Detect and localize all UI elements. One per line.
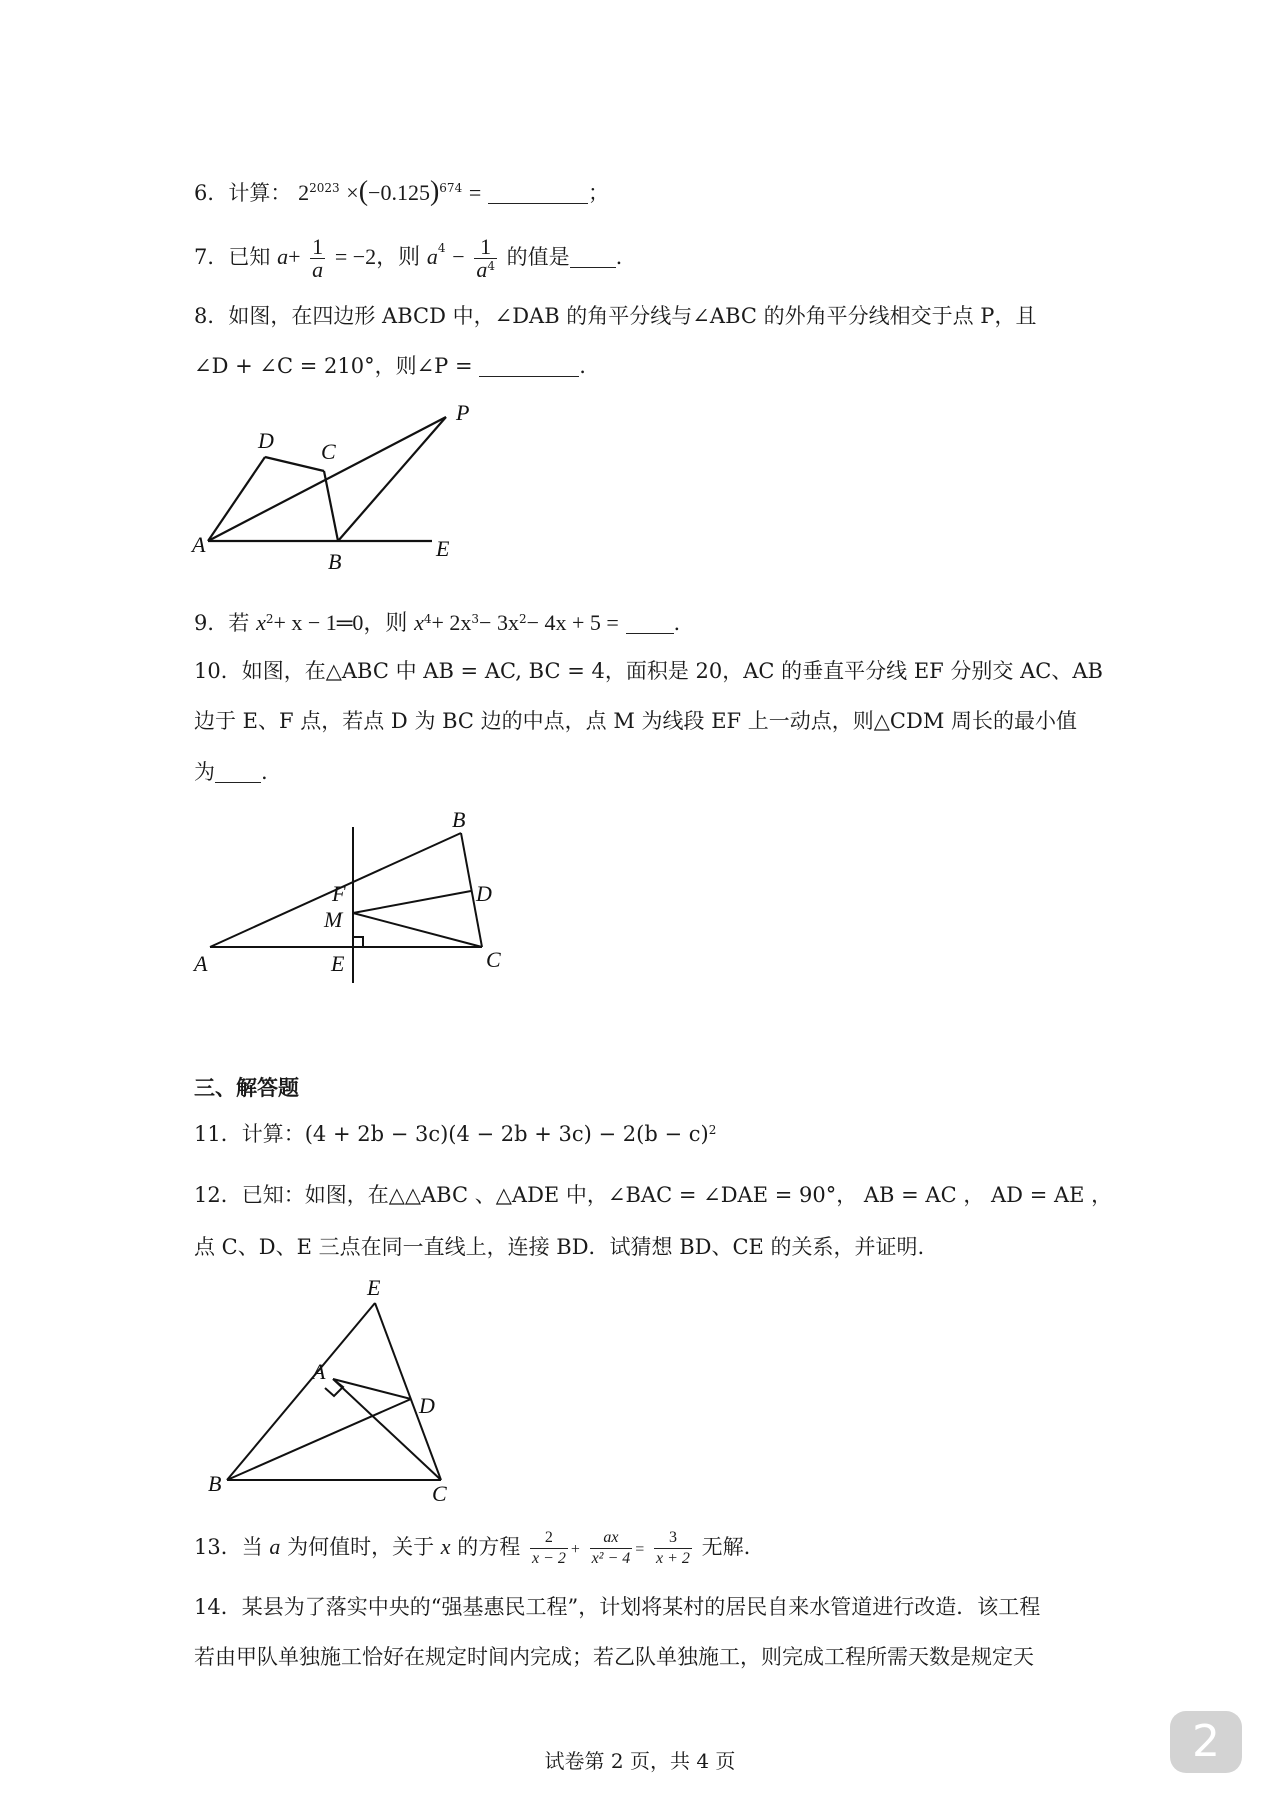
figure-quadrilateral-abcd	[180, 395, 500, 575]
question-14-line2: 若由甲队单独施工恰好在规定时间内完成；若乙队单独施工，则完成工程所需天数是规定天	[194, 1645, 1034, 1669]
label-A: A	[312, 1359, 326, 1384]
question-8-line1: 8．如图，在四边形 ABCD 中，∠DAB 的角平分线与∠ABC 的外角平分线相交于点 P，且	[194, 304, 1037, 328]
fraction: $\frac{ax}{\text{x² − 4}}$	[591, 1529, 631, 1567]
question-12-line2: 点 C、D、E 三点在同一直线上，连接 BD．试猜想 BD、CE 的关系，并证明.	[194, 1235, 925, 1259]
page-footer: 试卷第 2 页，共 4 页	[544, 1749, 736, 1773]
label-C: C	[321, 439, 336, 464]
label-C: C	[486, 947, 501, 972]
question-12-line1: 12．已知：如图，在△△ABC 、△ADE 中，∠BAC = ∠DAE = 90°， AB = AC ， AD = AE ，	[194, 1183, 1113, 1207]
page-number-badge: 2	[1170, 1711, 1242, 1773]
section-heading: 三、解答题	[194, 1076, 299, 1100]
label-D: D	[476, 881, 492, 906]
label-B: B	[452, 807, 466, 832]
label-D: D	[258, 428, 274, 453]
question-7: 7．已知 a+ $\frac{1}{a}$ = −2，则 $a^4$ − $\frac{1}{a^4}$ 的值是 .	[194, 234, 623, 282]
fraction: $\frac{1}{a}$	[312, 234, 324, 282]
question-9: 9．若 $x^2+ x$ − 1═0，则 $x^4+ 2x^3- 3x^2- 4x + 5$ = .	[194, 610, 681, 635]
label-B: B	[328, 549, 342, 574]
question-11: 11．计算：$(4 + 2b - 3c)(4 - 2b + 3c) - 2(b - c)^2$	[194, 1122, 717, 1146]
label-D: D	[419, 1393, 435, 1418]
question-10-line1: 10．如图，在△ABC 中 AB = AC, BC = 4，面积是 20，AC 的垂直平分线 EF 分别交 AC、AB	[194, 659, 1103, 683]
label-E: E	[367, 1275, 381, 1300]
label-F: F	[332, 881, 346, 906]
figure-lines	[210, 827, 482, 983]
question-13: 13．当 a 为何值时，关于 x 的方程 $\frac{2}{x - 2}$ + $\frac{ax}{\text{x² − 4}}$ = $\frac{3}{x + 2}$ 无解.	[194, 1529, 751, 1567]
fraction: $\frac{1}{a^4}$	[476, 234, 495, 282]
question-10-line2: 边于 E、F 点，若点 D 为 BC 边的中点，点 M 为线段 EF 上一动点，则△CDM 周长的最小值	[194, 709, 1078, 733]
label-E: E	[331, 951, 345, 976]
label-E: E	[436, 536, 450, 561]
label-A: A	[194, 951, 208, 976]
label-M: M	[324, 907, 343, 932]
question-6: 6．计算： $2^{2023} \times(-0.125)^{674}$ = ；	[194, 176, 609, 207]
fraction: $\frac{3}{x + 2}$	[655, 1529, 690, 1567]
question-10-line3: 为 .	[194, 760, 268, 784]
answer-blank	[488, 181, 588, 204]
label-A: A	[192, 532, 206, 557]
question-14-line1: 14．某县为了落实中央的“强基惠民工程”，计划将某村的居民自来水管道进行改造．该工程	[194, 1595, 1041, 1619]
label-P: P	[456, 400, 470, 425]
figure-lines	[227, 1303, 441, 1480]
answer-blank	[570, 245, 616, 268]
figure-triangle-abc	[190, 805, 520, 995]
fraction: $\frac{2}{x - 2}$	[531, 1529, 566, 1567]
label-B: B	[208, 1471, 222, 1496]
question-8-line2: ∠D + ∠C = 210°，则∠P = .	[194, 354, 586, 378]
figure-lines	[208, 417, 446, 541]
label-C: C	[432, 1481, 447, 1505]
answer-blank	[215, 760, 261, 783]
answer-blank	[626, 611, 674, 634]
figure-triangles-abc-ade	[200, 1275, 460, 1505]
answer-blank	[479, 354, 579, 377]
